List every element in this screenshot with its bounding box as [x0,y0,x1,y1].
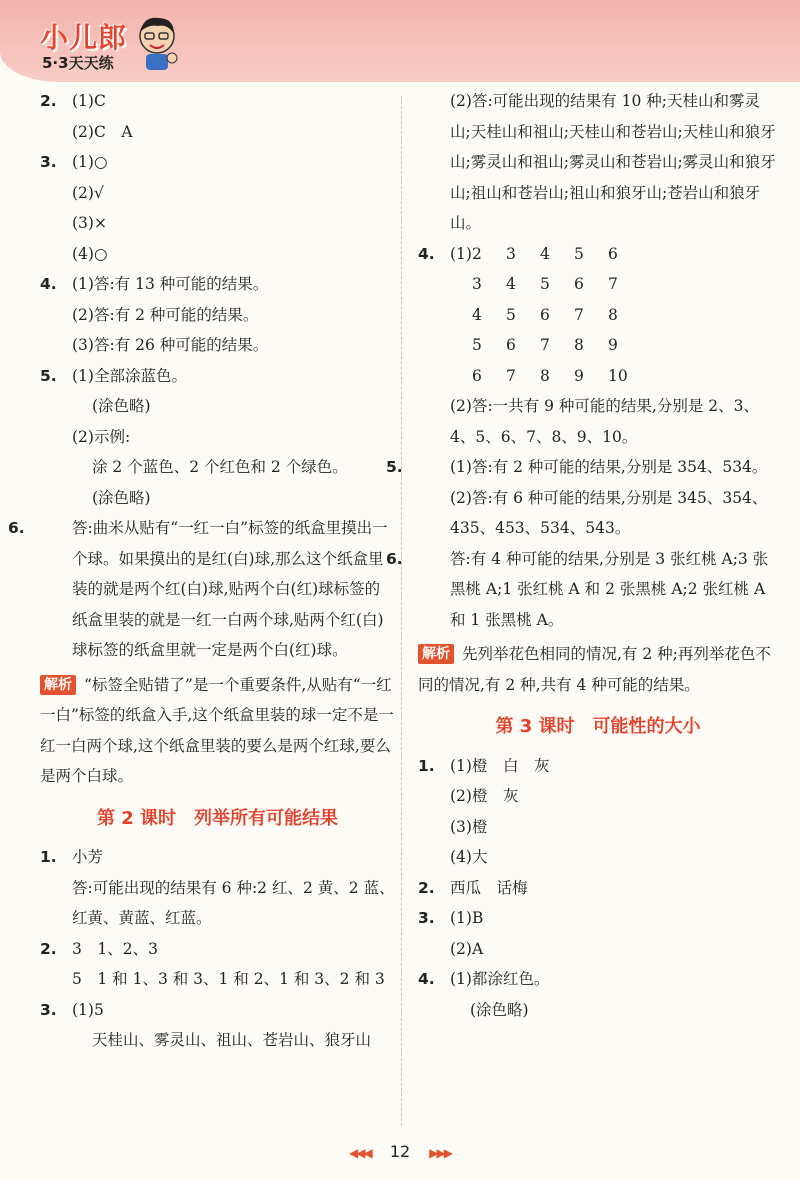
sum-row-5: 6 7 8 9 10 [472,366,628,385]
answer-4-3: (3)答:有 26 种可能的结果。 [72,336,269,354]
s3-answer-3-2: (2)A [450,939,484,958]
sum-row-4: 5 6 7 8 9 [472,336,618,354]
s3-answer-1-4: (4)大 [450,848,488,866]
sum-row-3: 4 5 6 7 8 [472,305,618,324]
s3-answer-3: 3. (1)B [418,909,484,927]
s2-answer-5-2: (2)答:有 6 种可能的结果,分别是 345、354、435、453、534、543。 [450,488,768,537]
analysis-1: 解析 “标签全贴错了”是一个重要条件,从贴有“一红一白”标签的纸盒入手,这个纸盒里装的球一定不是一红一白两个球,这个纸盒里装的要么是两个红球,要么是两个白球。 [40,675,394,785]
column-divider [401,96,402,1126]
answer-2-2: (2)C A [72,122,133,141]
s3-answer-1-2: (2)橙 灰 [450,787,519,805]
page-number: 12 [389,1142,411,1161]
analysis-tag: 解析 [40,675,76,695]
answer-3: 3. (1)○ [40,153,108,171]
answer-5: 5. (1)全部涂蓝色。 [40,366,187,385]
answer-4-2: (2)答:有 2 种可能的结果。 [72,305,259,324]
answer-5-note-2: (涂色略) [92,488,151,507]
answer-6: 6. 答:曲米从贴有“一红一白”标签的纸盒里摸出一个球。如果摸出的是红(白)球,那么这个纸盒里装的就是两个红(白)球,贴两个白(红)球标签的纸盒里装的就是一红一白两个球,贴两个红(白)球标签的纸盒里就一定是两个白(红)球。 [8,519,388,659]
s2-answer-4: 4. (1)2 3 4 5 6 [418,244,618,263]
section-title-2: 第 2 课时 列举所有可能结果 [96,807,339,829]
s2-answer-3: 3. (1)5 [40,1000,104,1019]
s2-answer-1: 1. 小芳 [40,848,104,866]
brand-logo [34,14,174,74]
answer-5-example: 涂 2 个蓝色、2 个红色和 2 个绿色。 [92,458,348,476]
analysis-2: 解析 先列举花色相同的情况,有 2 种;再列举花色不同的情况,有 2 种,共有 4 种可能的结果。 [418,645,771,694]
answer-3-3: (3)× [72,214,107,232]
answer-5-note: (涂色略) [92,397,151,415]
left-column [8,86,395,1056]
s3-answer-1-3: (3)橙 [450,817,488,836]
s2-answer-6: 6. 答:有 4 种可能的结果,分别是 3 张红桃 A;3 张黑桃 A;1 张红桃 A 和 2 张黑桃 A;2 张红桃 A 和 1 张黑桃 A。 [386,549,769,629]
s2-answer-3-2: (2)答:可能出现的结果有 10 种;天桂山和雾灵山;天桂山和祖山;天桂山和苍岩山;天桂山和狼牙山;雾灵山和祖山;雾灵山和苍岩山;雾灵山和狼牙山;祖山和苍岩山;祖山和狼牙山;苍岩山和狼牙山。 [450,92,776,232]
s2-answer-5: 5. (1)答:有 2 种可能的结果,分别是 354、534。 [386,458,768,476]
s2-answer-2: 2. 3 1、2、3 [40,939,158,958]
right-column [386,86,778,1025]
answer-2: 2. (1)C [40,92,106,110]
section-title-3: 第 3 课时 可能性的大小 [495,716,701,737]
prev-arrows-icon: ◀◀◀ [349,1146,371,1160]
mascot-icon [134,14,180,72]
series-name: 5·3天天练 [42,54,114,72]
s2-answer-2-2: 5 1 和 1、3 和 3、1 和 2、1 和 3、2 和 3 [72,970,385,988]
s2-answer-4-2: (2)答:一共有 9 种可能的结果,分别是 2、3、4、5、6、7、8、9、10。 [450,397,759,446]
next-arrows-icon: ▶▶▶ [429,1146,451,1160]
analysis-tag: 解析 [418,644,454,664]
answer-3-4: (4)○ [72,244,108,263]
sum-row-2: 3 4 5 6 7 [472,275,618,293]
page-header [0,0,800,82]
s3-answer-4: 4. (1)都涂红色。 [418,970,550,988]
answer-4: 4. (1)答:有 13 种可能的结果。 [40,275,269,293]
s2-answer-3-list: 天桂山、雾灵山、祖山、苍岩山、狼牙山 [92,1031,372,1049]
answer-5-2: (2)示例: [72,427,131,446]
answer-3-2: (2)√ [72,183,104,202]
s2-answer-1-detail: 答:可能出现的结果有 6 种:2 红、2 黄、2 蓝、红黄、黄蓝、红蓝。 [72,878,395,927]
s3-answer-1: 1. (1)橙 白 灰 [418,756,550,775]
s3-answer-2: 2. 西瓜 话梅 [418,878,528,897]
page-footer [0,1142,800,1161]
s3-answer-4-note: (涂色略) [470,1000,529,1019]
brand-name: 小儿郎 [40,21,128,54]
